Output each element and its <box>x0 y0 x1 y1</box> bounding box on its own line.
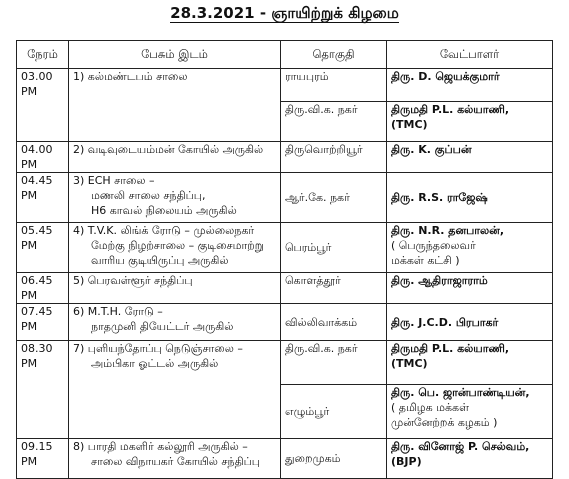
page-title <box>0 4 569 24</box>
header-row <box>17 41 553 69</box>
candidate-line: (TMC) <box>391 357 428 370</box>
candidate-line: மக்கள் கட்சி ) <box>391 254 460 267</box>
place-cell <box>69 273 281 304</box>
place-cell <box>69 173 281 223</box>
constituency-cell: வில்லிவாக்கம் <box>281 304 387 341</box>
place-line: 2) வடிவுடையம்மன் கோயில் அருகில் <box>73 143 264 156</box>
constituency-cell: திரு.வி.க. நகர் <box>281 341 387 385</box>
place-cell <box>69 304 281 341</box>
place-cell <box>69 341 281 439</box>
candidate-cell <box>387 142 553 173</box>
table-row <box>17 439 553 479</box>
constituency-cell: ராயபுரம் <box>281 69 387 102</box>
candidate-line: திரு. ஆதிராஜாராம் <box>391 274 488 287</box>
place-cell <box>69 69 281 142</box>
schedule-table <box>16 40 553 479</box>
candidate-line: முன்னேற்றக் கழகம் ) <box>391 416 498 429</box>
header-time: நேரம் <box>17 41 69 69</box>
candidate-cell <box>387 223 553 273</box>
constituency-cell: ஆர்.கே. நகர் <box>281 173 387 223</box>
time-cell: 08.30 PM <box>17 341 69 439</box>
place-line: நாதமுனி தியேட்டர் அருகில் <box>91 320 234 333</box>
candidate-line: திரு. D. ஜெயக்குமார் <box>391 70 500 83</box>
time-cell: 03.00 PM <box>17 69 69 142</box>
place-line: வாரிய குடியிருப்பு அருகில் <box>91 254 229 267</box>
candidate-cell <box>387 102 553 142</box>
table-row <box>17 341 553 385</box>
place-line: மணலி சாலை சந்திப்பு, <box>91 189 206 202</box>
place-line: மேற்கு நிழற்சாலை – குடிசைமாற்று <box>91 239 264 252</box>
candidate-cell <box>387 341 553 385</box>
header-constituency: தொகுதி <box>281 41 387 69</box>
place-line: சாலை விநாயகர் கோயில் சந்திப்பு <box>91 455 260 468</box>
table-row <box>17 304 553 341</box>
candidate-line: திரு. பெ. ஜான்பாண்டியன், <box>391 386 530 399</box>
constituency-cell: பெரம்பூர் <box>281 223 387 273</box>
candidate-line: திரு. N.R. தனபாலன், <box>391 224 505 237</box>
time-cell: 09.15 PM <box>17 439 69 479</box>
header-place: பேசும் இடம் <box>69 41 281 69</box>
table-row <box>17 69 553 102</box>
time-cell: 04.45 PM <box>17 173 69 223</box>
title-text: 28.3.2021 - ஞாயிற்றுக் கிழமை <box>170 4 399 22</box>
place-line: 7) புளியந்தோப்பு நெடுஞ்சாலை – <box>73 342 243 355</box>
place-cell <box>69 142 281 173</box>
time-cell: 07.45 PM <box>17 304 69 341</box>
constituency-cell: எழும்பூர் <box>281 385 387 439</box>
candidate-cell <box>387 385 553 439</box>
candidate-line: (BJP) <box>391 455 422 468</box>
table-row <box>17 173 553 223</box>
table-row <box>17 142 553 173</box>
candidate-line: (TMC) <box>391 118 428 131</box>
candidate-line: திரு. J.C.D. பிரபாகர் <box>391 315 499 329</box>
place-line: 1) கல்மண்டபம் சாலை <box>73 70 188 83</box>
place-line: H6 காவல் நிலையம் அருகில் <box>91 204 237 217</box>
candidate-line: திரு. R.S. ராஜேஷ் <box>391 191 488 204</box>
constituency-cell: திருவொற்றியூர் <box>281 142 387 173</box>
time-cell: 06.45 PM <box>17 273 69 304</box>
place-line: 6) M.T.H. ரோடு – <box>73 305 163 318</box>
place-line: 3) ECH சாலை – <box>73 174 155 187</box>
candidate-line: திரு. வினோஜ் P. செல்வம், <box>391 440 530 453</box>
place-line: 8) பாரதி மகளிர் கல்லூரி அருகில் – <box>73 440 248 453</box>
candidate-cell <box>387 273 553 304</box>
place-line: 5) பெரவள்ளூர் சந்திப்பு <box>73 274 193 287</box>
candidate-cell <box>387 173 553 223</box>
table-row <box>17 273 553 304</box>
candidate-cell <box>387 439 553 479</box>
time-cell: 04.00 PM <box>17 142 69 173</box>
table-row <box>17 223 553 273</box>
place-cell <box>69 439 281 479</box>
place-line: 4) T.V.K. லிங்க் ரோடு – முல்லைநகர் <box>73 224 255 237</box>
candidate-line: திருமதி P.L. கல்யாணி, <box>391 342 510 355</box>
constituency-cell: கொளத்தூர் <box>281 273 387 304</box>
place-line: அம்பிகா ஓட்டல் அருகில் <box>91 357 219 370</box>
place-cell <box>69 223 281 273</box>
candidate-line: திரு. K. குப்பன் <box>391 143 472 156</box>
candidate-cell <box>387 304 553 341</box>
constituency-cell: துறைமுகம் <box>281 439 387 479</box>
time-cell: 05.45 PM <box>17 223 69 273</box>
header-candidate: வேட்பாளர் <box>387 41 553 69</box>
candidate-line: ( தமிழக மக்கள் <box>391 401 470 414</box>
candidate-line: ( பெருந்தலைவர் <box>391 239 476 252</box>
candidate-line: திருமதி P.L. கல்யாணி, <box>391 103 510 116</box>
constituency-cell: திரு.வி.க. நகர் <box>281 102 387 142</box>
candidate-cell <box>387 69 553 102</box>
